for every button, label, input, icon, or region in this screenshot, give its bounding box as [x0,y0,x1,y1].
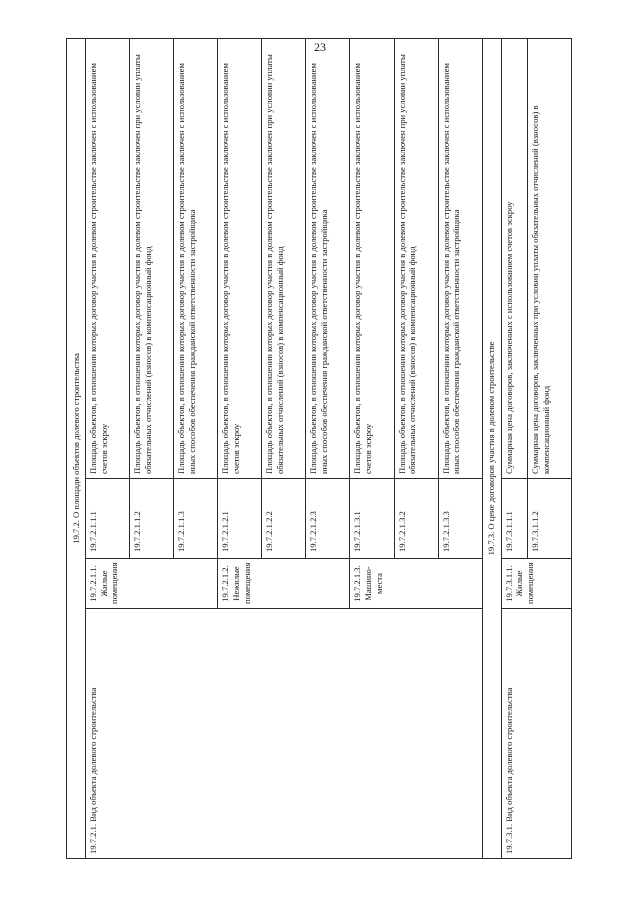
row-code: 19.7.2.1.2.1 [218,479,262,559]
page-number: 23 [314,40,326,54]
kind-label: 19.7.3.1. Вид объекта долевого строительства [501,609,571,859]
row-code: 19.7.2.1.1.3 [174,479,218,559]
group-name: Машино-места [363,566,384,601]
group-code: 19.7.2.1.1. [88,565,98,602]
section-title: 19.7.3. О цене договоров участия в долевом строительстве [482,38,501,858]
row-code: 19.7.2.1.1.1 [86,479,130,559]
row-code: 19.7.2.1.2.2 [262,479,306,559]
group-cell [501,559,571,609]
group-name: Жилые помещения [98,562,120,604]
group-cell [350,559,482,609]
row-text: Площадь объектов, в отношении которых договор участия в долевом строительстве заключен с использованием счетов эскроу [350,38,394,478]
row-text: Суммарная цена договоров, заключенных с использованием счетов эскроу [501,38,527,478]
rotated-table-container [66,39,572,859]
row-text: Площадь объектов, в отношении которых договор участия в долевом строительстве заключен при условии уплаты обязательных отчислений (взносов) в компенсационный фонд [394,38,438,478]
row-text: Площадь объектов, в отношении которых договор участия в долевом строительстве заключен с использованием иных способов обеспечения гражданской ответственности застройщика [438,38,482,478]
row-code: 19.7.2.1.2.3 [306,479,350,559]
row-text: Площадь объектов, в отношении которых договор участия в долевом строительстве заключен с использованием иных способов обеспечения гражданской ответственности застройщика [174,38,218,478]
section-header-row [67,38,86,858]
group-code: 19.7.2.1.3. [352,565,363,602]
row-text: Площадь объектов, в отношении которых договор участия в долевом строительстве заключен с использованием счетов эскроу [218,38,262,478]
row-text: Площадь объектов, в отношении которых договор участия в долевом строительстве заключен с использованием иных способов обеспечения гражданской ответственности застройщика [306,38,350,478]
kind-label: 19.7.2.1. Вид объекта долевого строительства [86,609,483,859]
row-code: 19.7.3.1.1.1 [501,479,527,559]
group-cell [86,559,218,609]
table-row [86,38,130,858]
group-code: 19.7.3.1.1. [503,565,514,602]
row-code: 19.7.2.1.3.1 [350,479,394,559]
group-name: Нежилые помещения [230,562,252,604]
row-code: 19.7.3.1.1.2 [527,479,571,559]
row-text: Суммарная цена договоров, заключенных при условии уплаты обязательных отчислений (взносов) в компенсационный фонд [527,38,571,478]
table-row [501,38,527,858]
group-name: Жилые помещения [514,562,536,604]
row-code: 19.7.2.1.3.3 [438,479,482,559]
group-code: 19.7.2.1.2. [220,565,231,602]
row-text: Площадь объектов, в отношении которых договор участия в долевом строительстве заключен при условии уплаты обязательных отчислений (взносов) в компенсационный фонд [262,38,306,478]
section-title: 19.7.2. О площади объектов долевого строительства [67,38,86,858]
form-table [66,38,572,859]
row-text: Площадь объектов, в отношении которых договор участия в долевом строительстве заключен с использованием счетов эскроу [86,38,130,478]
row-text: Площадь объектов, в отношении которых договор участия в долевом строительстве заключен при условии уплаты обязательных отчислений (взносов) в компенсационный фонд [130,38,174,478]
group-cell [218,559,350,609]
section-header-row [482,38,501,858]
row-code: 19.7.2.1.3.2 [394,479,438,559]
row-code: 19.7.2.1.1.2 [130,479,174,559]
